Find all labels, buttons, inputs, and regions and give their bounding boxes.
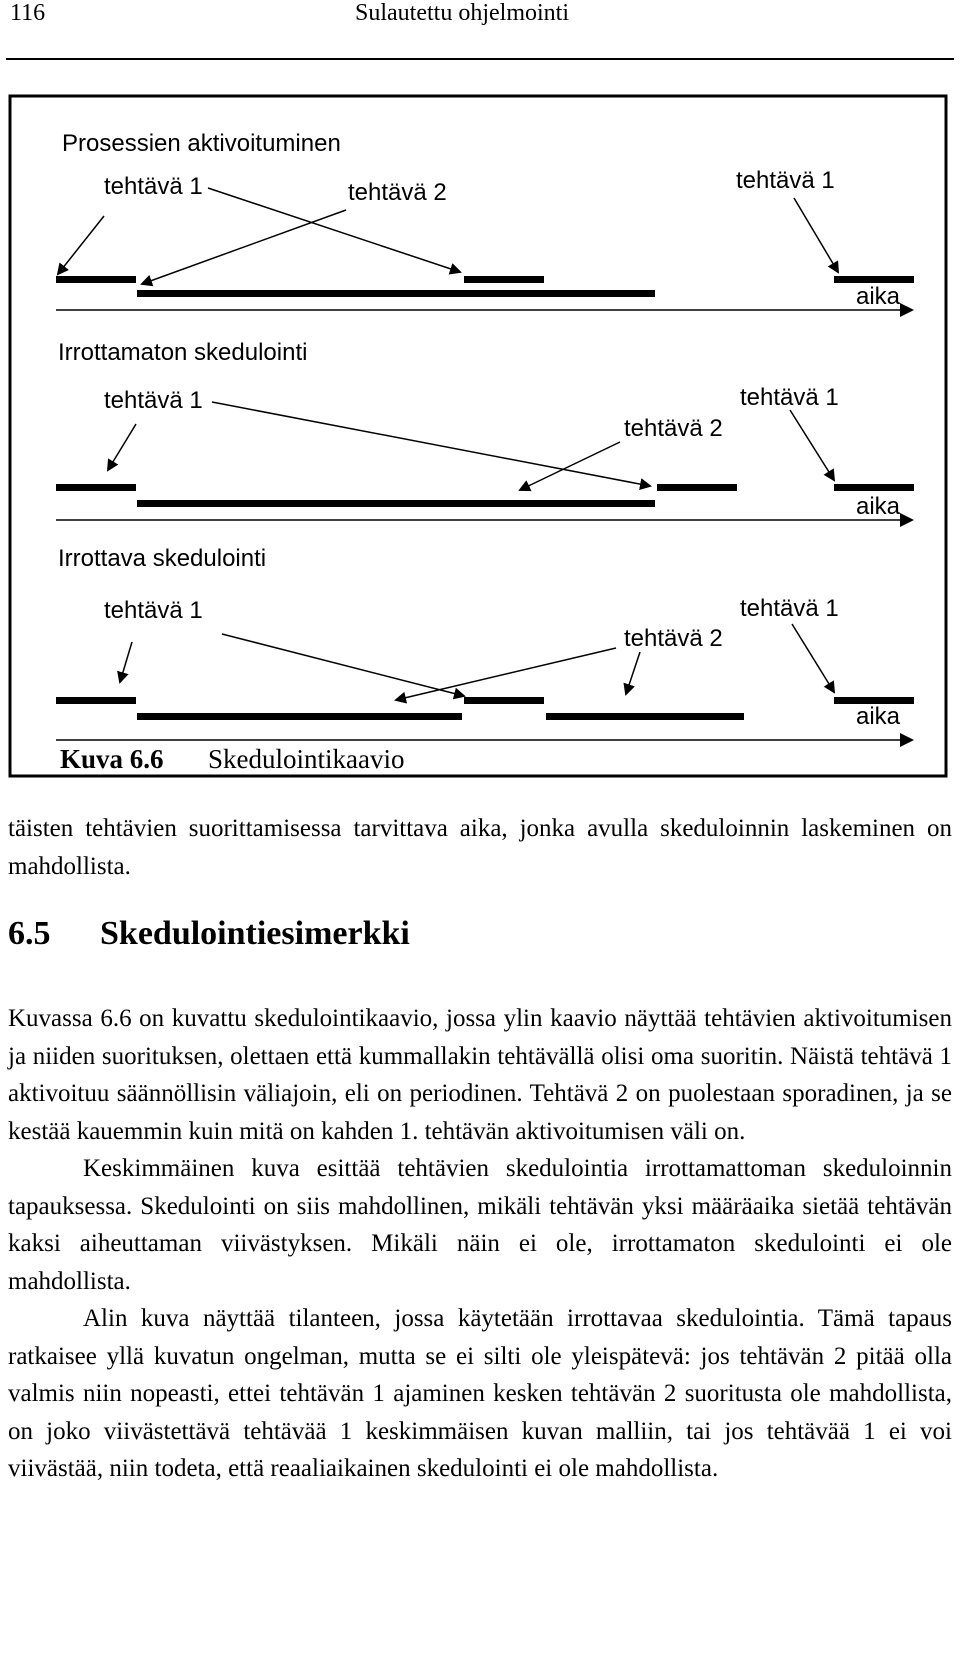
- task-label: tehtävä 1: [104, 173, 203, 200]
- task-label: tehtävä 1: [104, 387, 203, 414]
- panel-title: Irrottamaton skedulointi: [58, 339, 308, 366]
- panel-title: Prosessien aktivoituminen: [62, 130, 341, 157]
- activation-arrow: [790, 410, 834, 480]
- activation-arrow: [212, 402, 650, 486]
- activation-arrow: [626, 652, 640, 694]
- activation-arrow: [794, 198, 838, 272]
- axis-label: aika: [856, 493, 901, 520]
- figure-caption-text: Skedulointikaavio: [208, 744, 405, 774]
- task-label: tehtävä 1: [740, 384, 839, 411]
- task-label: tehtävä 2: [348, 179, 447, 206]
- task2-block: [137, 500, 655, 507]
- task-label: tehtävä 2: [624, 625, 723, 652]
- task1-block: [834, 484, 914, 491]
- section-title: Skedulointiesimerkki: [100, 915, 410, 952]
- activation-arrow: [396, 648, 616, 700]
- task1-block: [56, 484, 136, 491]
- task-label: tehtävä 1: [736, 167, 835, 194]
- activation-arrow: [58, 216, 104, 274]
- activation-arrow: [520, 442, 620, 490]
- panel-title: Irrottava skedulointi: [58, 545, 267, 572]
- figure-caption-label: Kuva 6.6: [60, 744, 164, 774]
- task-label: tehtävä 2: [624, 415, 723, 442]
- paragraph: Alin kuva näyttää tilanteen, jossa käytetään irrottavaa skedulointia. Tämä tapaus ratkaisee yllä kuvatun ongelman, mutta se ei silti ole yleispätevä: jos tehtävän 2 pitää olla valmis niin nopeasti, ettei tehtävän 1 ajaminen kesken tehtävän 2 suoritusta ole mahdollista, on joko viivästettävä tehtävää 1 keskimmäisen kuvan malliin, tai jos tehtävää 1 ei voi viivästää, niin todeta, että reaaliaikainen skedulointi ei ole mahdollista.: [8, 1305, 952, 1482]
- page-number: 116: [10, 0, 46, 26]
- task2-block: [137, 713, 462, 720]
- scheduling-diagram: [0, 0, 960, 780]
- axis-label: aika: [856, 283, 901, 310]
- activation-arrow: [108, 424, 136, 470]
- task2-block: [546, 713, 744, 720]
- task1-block: [464, 276, 544, 283]
- panel-activation: [56, 130, 914, 310]
- activation-arrow: [142, 210, 346, 284]
- task1-block: [834, 276, 914, 283]
- continued-paragraph: [8, 810, 952, 885]
- panel-preemptive: [56, 545, 914, 740]
- paragraph-continuation: täisten tehtävien suorittamisessa tarvittava aika, jonka avulla skeduloinnin laskeminen on mahdollista.: [8, 815, 952, 880]
- task1-block: [56, 276, 136, 283]
- task1-block: [657, 484, 737, 491]
- task1-block: [464, 697, 544, 704]
- task2-block: [137, 290, 655, 297]
- task-label: tehtävä 1: [104, 597, 203, 624]
- section-number: 6.5: [8, 915, 51, 952]
- task1-block: [56, 697, 136, 704]
- activation-arrow: [792, 624, 834, 692]
- activation-arrow: [120, 642, 132, 682]
- activation-arrow: [222, 634, 464, 696]
- section-heading: [8, 915, 410, 953]
- running-title: Sulautettu ohjelmointi: [355, 0, 569, 26]
- task-label: tehtävä 1: [740, 595, 839, 622]
- paragraph: Keskimmäinen kuva esittää tehtävien skedulointia irrottamattoman skeduloinnin tapauksessa. Skedulointi on siis mahdollinen, mikäli tehtävän yksi määräaika sietää tehtävän kaksi aiheuttaman viivästyksen. Mikäli näin ei ole, irrottamaton skedulointi ei ole mahdollista.: [8, 1155, 952, 1295]
- paragraph: Kuvassa 6.6 on kuvattu skedulointikaavio, jossa ylin kaavio näyttää tehtävien aktivoitumisen ja niiden suorituksen, olettaen että kummallakin tehtävällä olisi oma suoritin. Näistä tehtävä 1 aktivoituu säännöllisin väliajoin, eli on periodinen. Tehtävä 2 on puolestaan sporadinen, ja se kestää kauemmin kuin mitä on kahden 1. tehtävän aktivoitumisen väli on.: [8, 1005, 952, 1145]
- section-body: [8, 1000, 952, 1488]
- axis-label: aika: [856, 703, 901, 730]
- panel-non-preemptive: [56, 339, 914, 520]
